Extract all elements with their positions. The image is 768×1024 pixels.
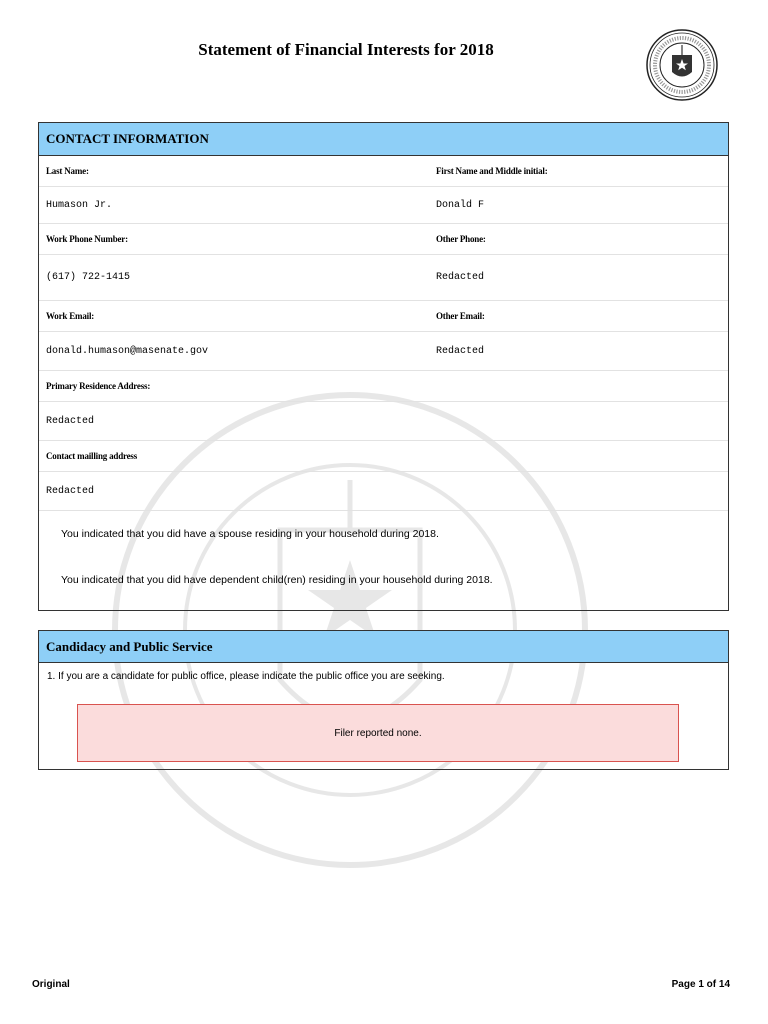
- state-seal-logo: [645, 28, 719, 102]
- first-name-value: Donald F: [436, 199, 485, 211]
- candidacy-question-1: 1. If you are a candidate for public office, please indicate the public office you are seeking.: [47, 671, 445, 682]
- candidacy-section-title: Candidacy and Public Service: [46, 639, 213, 654]
- other-email-label: Other Email:: [436, 311, 485, 321]
- work-phone-label: Work Phone Number:: [46, 234, 128, 244]
- name-values-row: [39, 187, 728, 224]
- first-name-label: First Name and Middle initial:: [436, 166, 548, 176]
- residence-value: Redacted: [46, 415, 95, 427]
- last-name-label: Last Name:: [46, 166, 89, 176]
- candidacy-section: [38, 630, 729, 770]
- filer-none-text: Filer reported none.: [334, 727, 422, 739]
- residence-label-row: [39, 371, 728, 402]
- last-name-value: Humason Jr.: [46, 199, 113, 211]
- name-labels-row: [39, 156, 728, 187]
- work-email-label: Work Email:: [46, 311, 95, 321]
- contact-section-title: CONTACT INFORMATION: [46, 131, 209, 146]
- other-phone-value: Redacted: [436, 272, 485, 283]
- residence-value-row: [39, 402, 728, 441]
- phone-labels-row: [39, 224, 728, 255]
- other-phone-label: Other Phone:: [436, 234, 486, 244]
- phone-values-row: [39, 255, 728, 301]
- children-note: You indicated that you did have dependent child(ren) residing in your household during 2018.: [61, 574, 493, 586]
- contact-information-section: [38, 122, 729, 611]
- work-email-value: donald.humason@masenate.gov: [46, 345, 209, 357]
- mailing-value: Redacted: [46, 485, 95, 497]
- section-header: [39, 123, 728, 156]
- residence-label: Primary Residence Address:: [46, 381, 151, 391]
- spouse-note: You indicated that you did have a spouse residing in your household during 2018.: [61, 528, 439, 540]
- email-values-row: [39, 332, 728, 371]
- mailing-label: Contact mailling address: [46, 451, 138, 461]
- document-title: Statement of Financial Interests for 2018: [198, 40, 494, 59]
- mailing-value-row: [39, 472, 728, 511]
- mailing-label-row: [39, 441, 728, 472]
- footer-page-number: Page 1 of 14: [671, 979, 730, 990]
- other-email-value: Redacted: [436, 345, 485, 357]
- filer-none-notice: [77, 704, 679, 762]
- email-labels-row: [39, 301, 728, 332]
- work-phone-value: (617) 722-1415: [46, 272, 131, 283]
- footer-original-label: Original: [32, 979, 70, 990]
- section-header: [39, 631, 728, 663]
